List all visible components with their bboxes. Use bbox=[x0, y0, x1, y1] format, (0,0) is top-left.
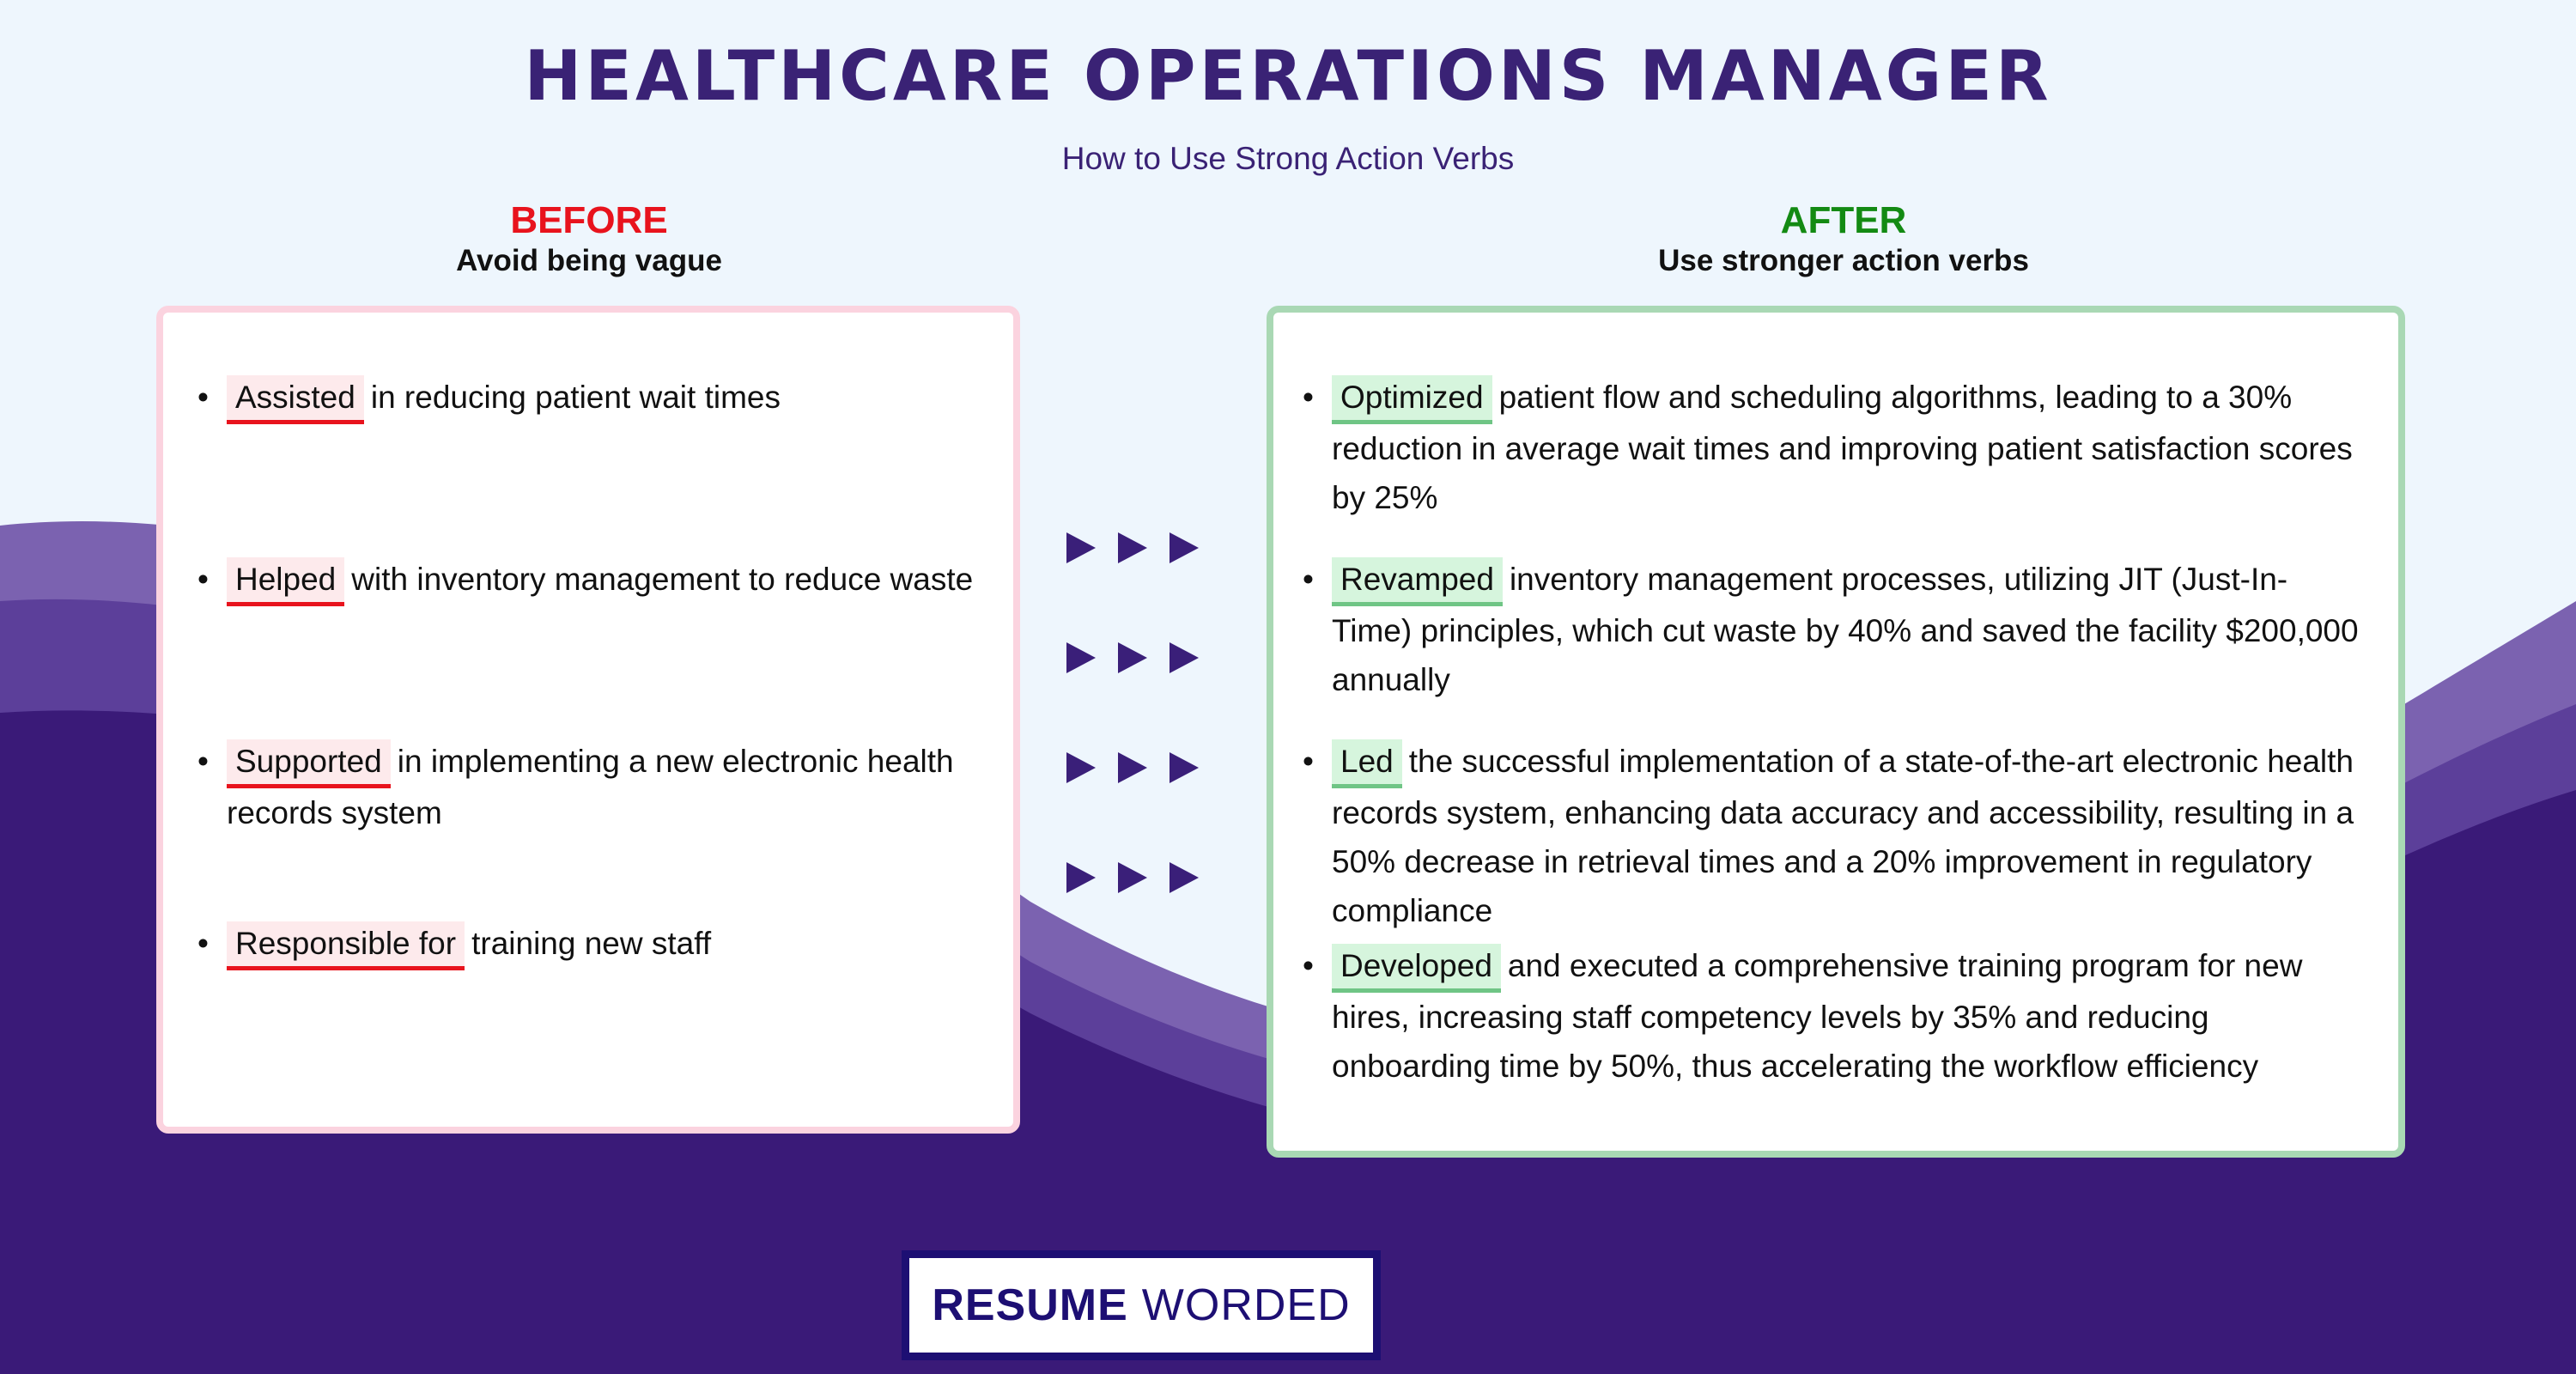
after-label: AFTER bbox=[1780, 199, 1907, 241]
before-item-text: training new staff bbox=[471, 926, 712, 961]
after-item: • Optimized patient flow and scheduling algorithms, leading to a 30% reduction in average wait times and improving patient satisfaction scores by 25% bbox=[1332, 373, 2362, 522]
before-item: • Assisted in reducing patient wait times bbox=[227, 373, 982, 424]
after-card bbox=[1267, 306, 2405, 1158]
before-item-text: with inventory management to reduce waste bbox=[351, 562, 974, 597]
page-title: HEALTHCARE OPERATIONS MANAGER bbox=[524, 36, 2052, 116]
before-item: • Helped with inventory management to reduce waste bbox=[227, 555, 982, 606]
weak-verb: Helped bbox=[227, 557, 344, 606]
before-label: BEFORE bbox=[510, 199, 668, 241]
weak-verb: Supported bbox=[227, 739, 391, 788]
strong-verb: Led bbox=[1332, 739, 1402, 788]
triple-play-arrow-icon bbox=[1063, 639, 1209, 677]
before-item-text: in implementing a new electronic health records system bbox=[227, 744, 954, 830]
before-item: • Supported in implementing a new electronic health records system bbox=[227, 737, 982, 837]
strong-verb: Revamped bbox=[1332, 557, 1503, 606]
triple-play-arrow-icon bbox=[1063, 859, 1209, 897]
triple-play-arrow-icon bbox=[1063, 749, 1209, 787]
after-item: • Developed and executed a comprehensive training program for new hires, increasing staff competency levels by 35% and reducing onboarding time by 50%, thus accelerating the workflow efficiency bbox=[1332, 941, 2362, 1091]
logo-light-word: WORDED bbox=[1141, 1280, 1351, 1330]
after-item-text: the successful implementation of a state-of-the-art electronic health records system, enhancing data accuracy and accessibility, resulting in a 50% decrease in retrieval times and a 20% improvement in regulatory compliance bbox=[1332, 744, 2354, 928]
before-item: • Responsible for training new staff bbox=[227, 919, 982, 970]
after-sublabel: Use stronger action verbs bbox=[1658, 244, 2029, 277]
weak-verb: Assisted bbox=[227, 375, 364, 424]
before-item-text: in reducing patient wait times bbox=[370, 380, 781, 415]
resume-worded-logo[interactable] bbox=[902, 1250, 1381, 1360]
weak-verb: Responsible for bbox=[227, 921, 465, 970]
after-heading bbox=[1414, 199, 2273, 280]
triple-play-arrow-icon bbox=[1063, 529, 1209, 567]
strong-verb: Optimized bbox=[1332, 375, 1492, 424]
before-heading bbox=[160, 199, 1018, 280]
page-subtitle: How to Use Strong Action Verbs bbox=[1061, 141, 1515, 176]
after-item: • Led the successful implementation of a state-of-the-art electronic health records system, enhancing data accuracy and accessibility, resulting in a 50% decrease in retrieval times and a 20% improvement in regulatory compliance bbox=[1332, 737, 2362, 935]
before-sublabel: Avoid being vague bbox=[456, 244, 722, 277]
strong-verb: Developed bbox=[1332, 944, 1501, 993]
logo-bold-word: RESUME bbox=[932, 1280, 1128, 1330]
after-item-text: patient flow and scheduling algorithms, leading to a 30% reduction in average wait times and improving patient satisfaction scores by 25% bbox=[1332, 380, 2353, 515]
after-item: • Revamped inventory management processes, utilizing JIT (Just-In-Time) principles, which cut waste by 40% and saved the facility $200,000 annually bbox=[1332, 555, 2362, 704]
before-card bbox=[156, 306, 1020, 1134]
after-item-text: and executed a comprehensive training program for new hires, increasing staff competency levels by 35% and reducing onboarding time by 50%, thus accelerating the workflow efficiency bbox=[1332, 948, 2303, 1084]
after-item-text: inventory management processes, utilizing JIT (Just-In-Time) principles, which cut waste by 40% and saved the facility $200,000 annually bbox=[1332, 562, 2359, 697]
